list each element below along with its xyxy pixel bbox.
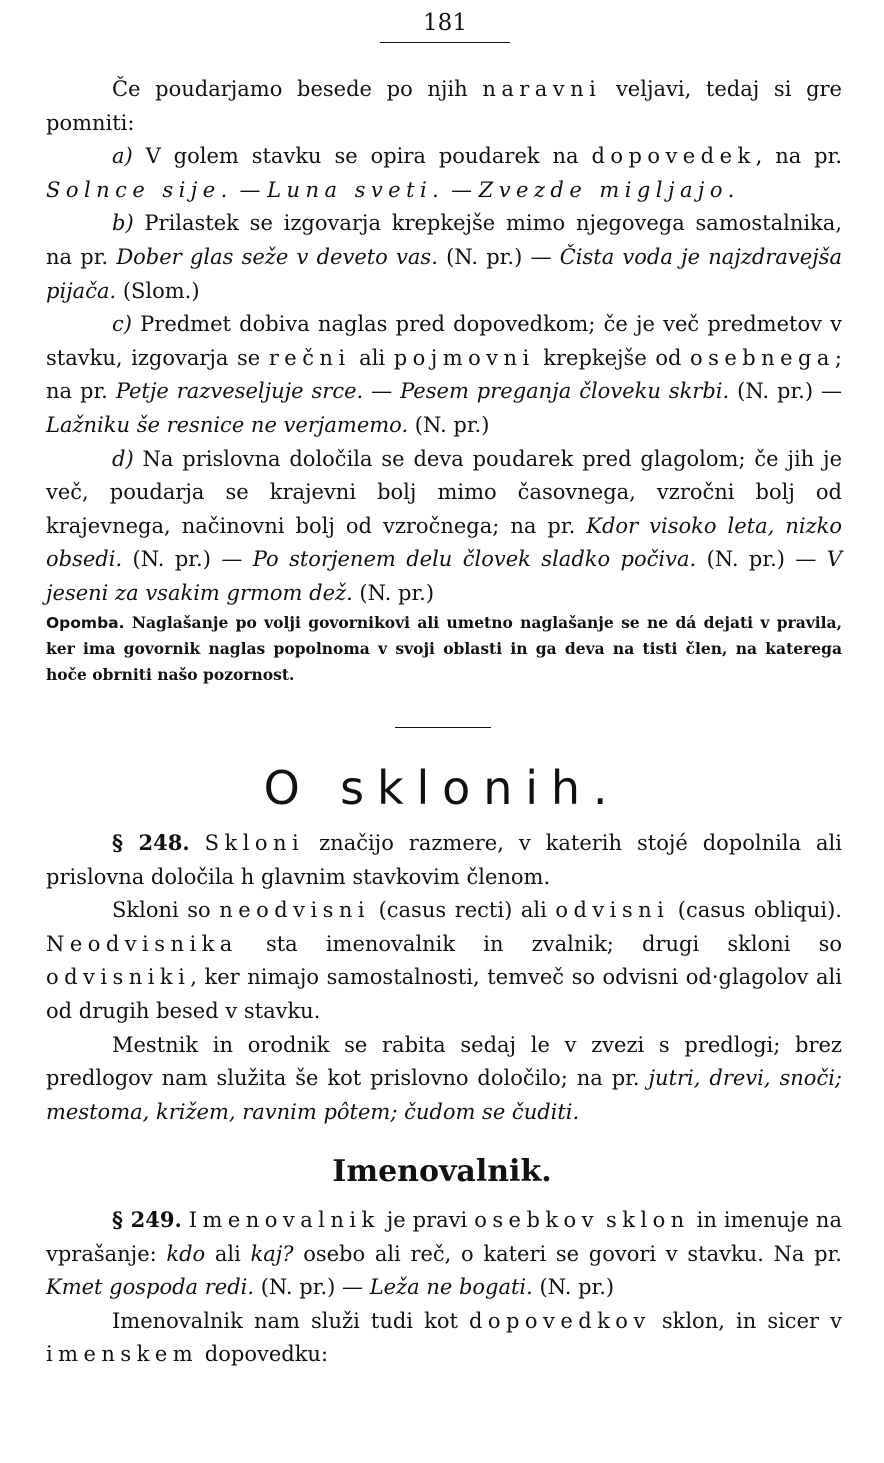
section-divider bbox=[395, 727, 491, 728]
rule-b-paragraph: b) Prilastek se izgovarja krepkejše mimo njegovega samostalnika, na pr. Dober glas seže v deveto vas. (N. pr.) — Čista voda je najzdravejša pijača. (Slom.) bbox=[46, 211, 842, 303]
s249-paragraph-1: § 249. Imenovalnik je pravi osebkov sklon in imenuje na vprašanje: kdo ali kaj? osebo ali reč, o kateri se govori v stavku. Na pr. Kmet gospoda redi. (N. pr.) — Leža ne bogati. (N. pr.) bbox=[46, 1207, 842, 1300]
section-248 bbox=[46, 826, 842, 1129]
rule-c-paragraph: c) Predmet dobiva naglas pred dopovedkom; če je več predmetov v stavku, izgovarja se rečni ali pojmovni krepkejše od osebnega; na pr. Petje razveseljuje srce. — Pesem preganja človeku skrbi. (N. pr.) — Lažniku še resnice ne verjamemo. (N. pr.) bbox=[46, 312, 842, 437]
accent-rules-section bbox=[46, 73, 842, 611]
section-249 bbox=[46, 1203, 842, 1372]
s248-paragraph-1: § 248. Skloni značijo razmere, v katerih stojé dopolnila ali prislovna določila h glavnim stavkovim členom. bbox=[46, 830, 842, 889]
s249-paragraph-2: Imenovalnik nam služi tudi kot dopovedkov sklon, in sicer v imenskem dopovedku: bbox=[46, 1308, 842, 1367]
rule-d-paragraph: d) Na prislovna določila se deva poudarek pred glagolom; če jih je več, poudarja se krajevni bolj mimo časovnega, vzročni bolj od krajevnega, načinovni bolj od vzročnega; na pr. Kdor visoko leta, nizko obsedi. (N. pr.) — Po storjenem delu človek sladko počiva. (N. pr.) — V jeseni za vsakim grmom dež. (N. pr.) bbox=[46, 446, 842, 605]
remark-note bbox=[46, 610, 842, 688]
s248-paragraph-3: Mestnik in orodnik se rabita sedaj le v zvezi s predlogi; brez predlogov nam služita še kot prislovno določilo; na pr. jutri, drevi, snoči; mestoma, križem, ravnim pôtem; čudom se čuditi. bbox=[46, 1032, 842, 1124]
s248-paragraph-2: Skloni so neodvisni (casus recti) ali odvisni (casus obliqui). Neodvisnika sta imenovalnik in zvalnik; drugi skloni so odvisniki, ker nimajo samostalnosti, temveč so odvisni od·glagolov ali od drugih besed v stavku. bbox=[46, 898, 842, 1023]
nominative-heading: Imenovalnik. bbox=[332, 1154, 552, 1189]
chapter-heading: O sklonih. bbox=[263, 761, 621, 815]
intro-paragraph: Če poudarjamo besede po njih naravni veljavi, tedaj si gre pomniti: bbox=[46, 77, 842, 135]
remark-label: Opomba. bbox=[46, 614, 125, 632]
remark-text: Naglašanje po volji govornikovi ali umetno naglašanje se ne dá dejati v pravila, ker ima govornik naglas popolnoma v svoji oblasti in ga deva na tisti člen, na katerega hoče obrniti našo pozornost. bbox=[46, 613, 842, 684]
page-number: 181 bbox=[380, 8, 510, 43]
rule-a-paragraph: a) V golem stavku se opira poudarek na dopovedek, na pr. Solnce sije. — Luna sveti. — Zvezde migljajo. bbox=[46, 144, 843, 202]
